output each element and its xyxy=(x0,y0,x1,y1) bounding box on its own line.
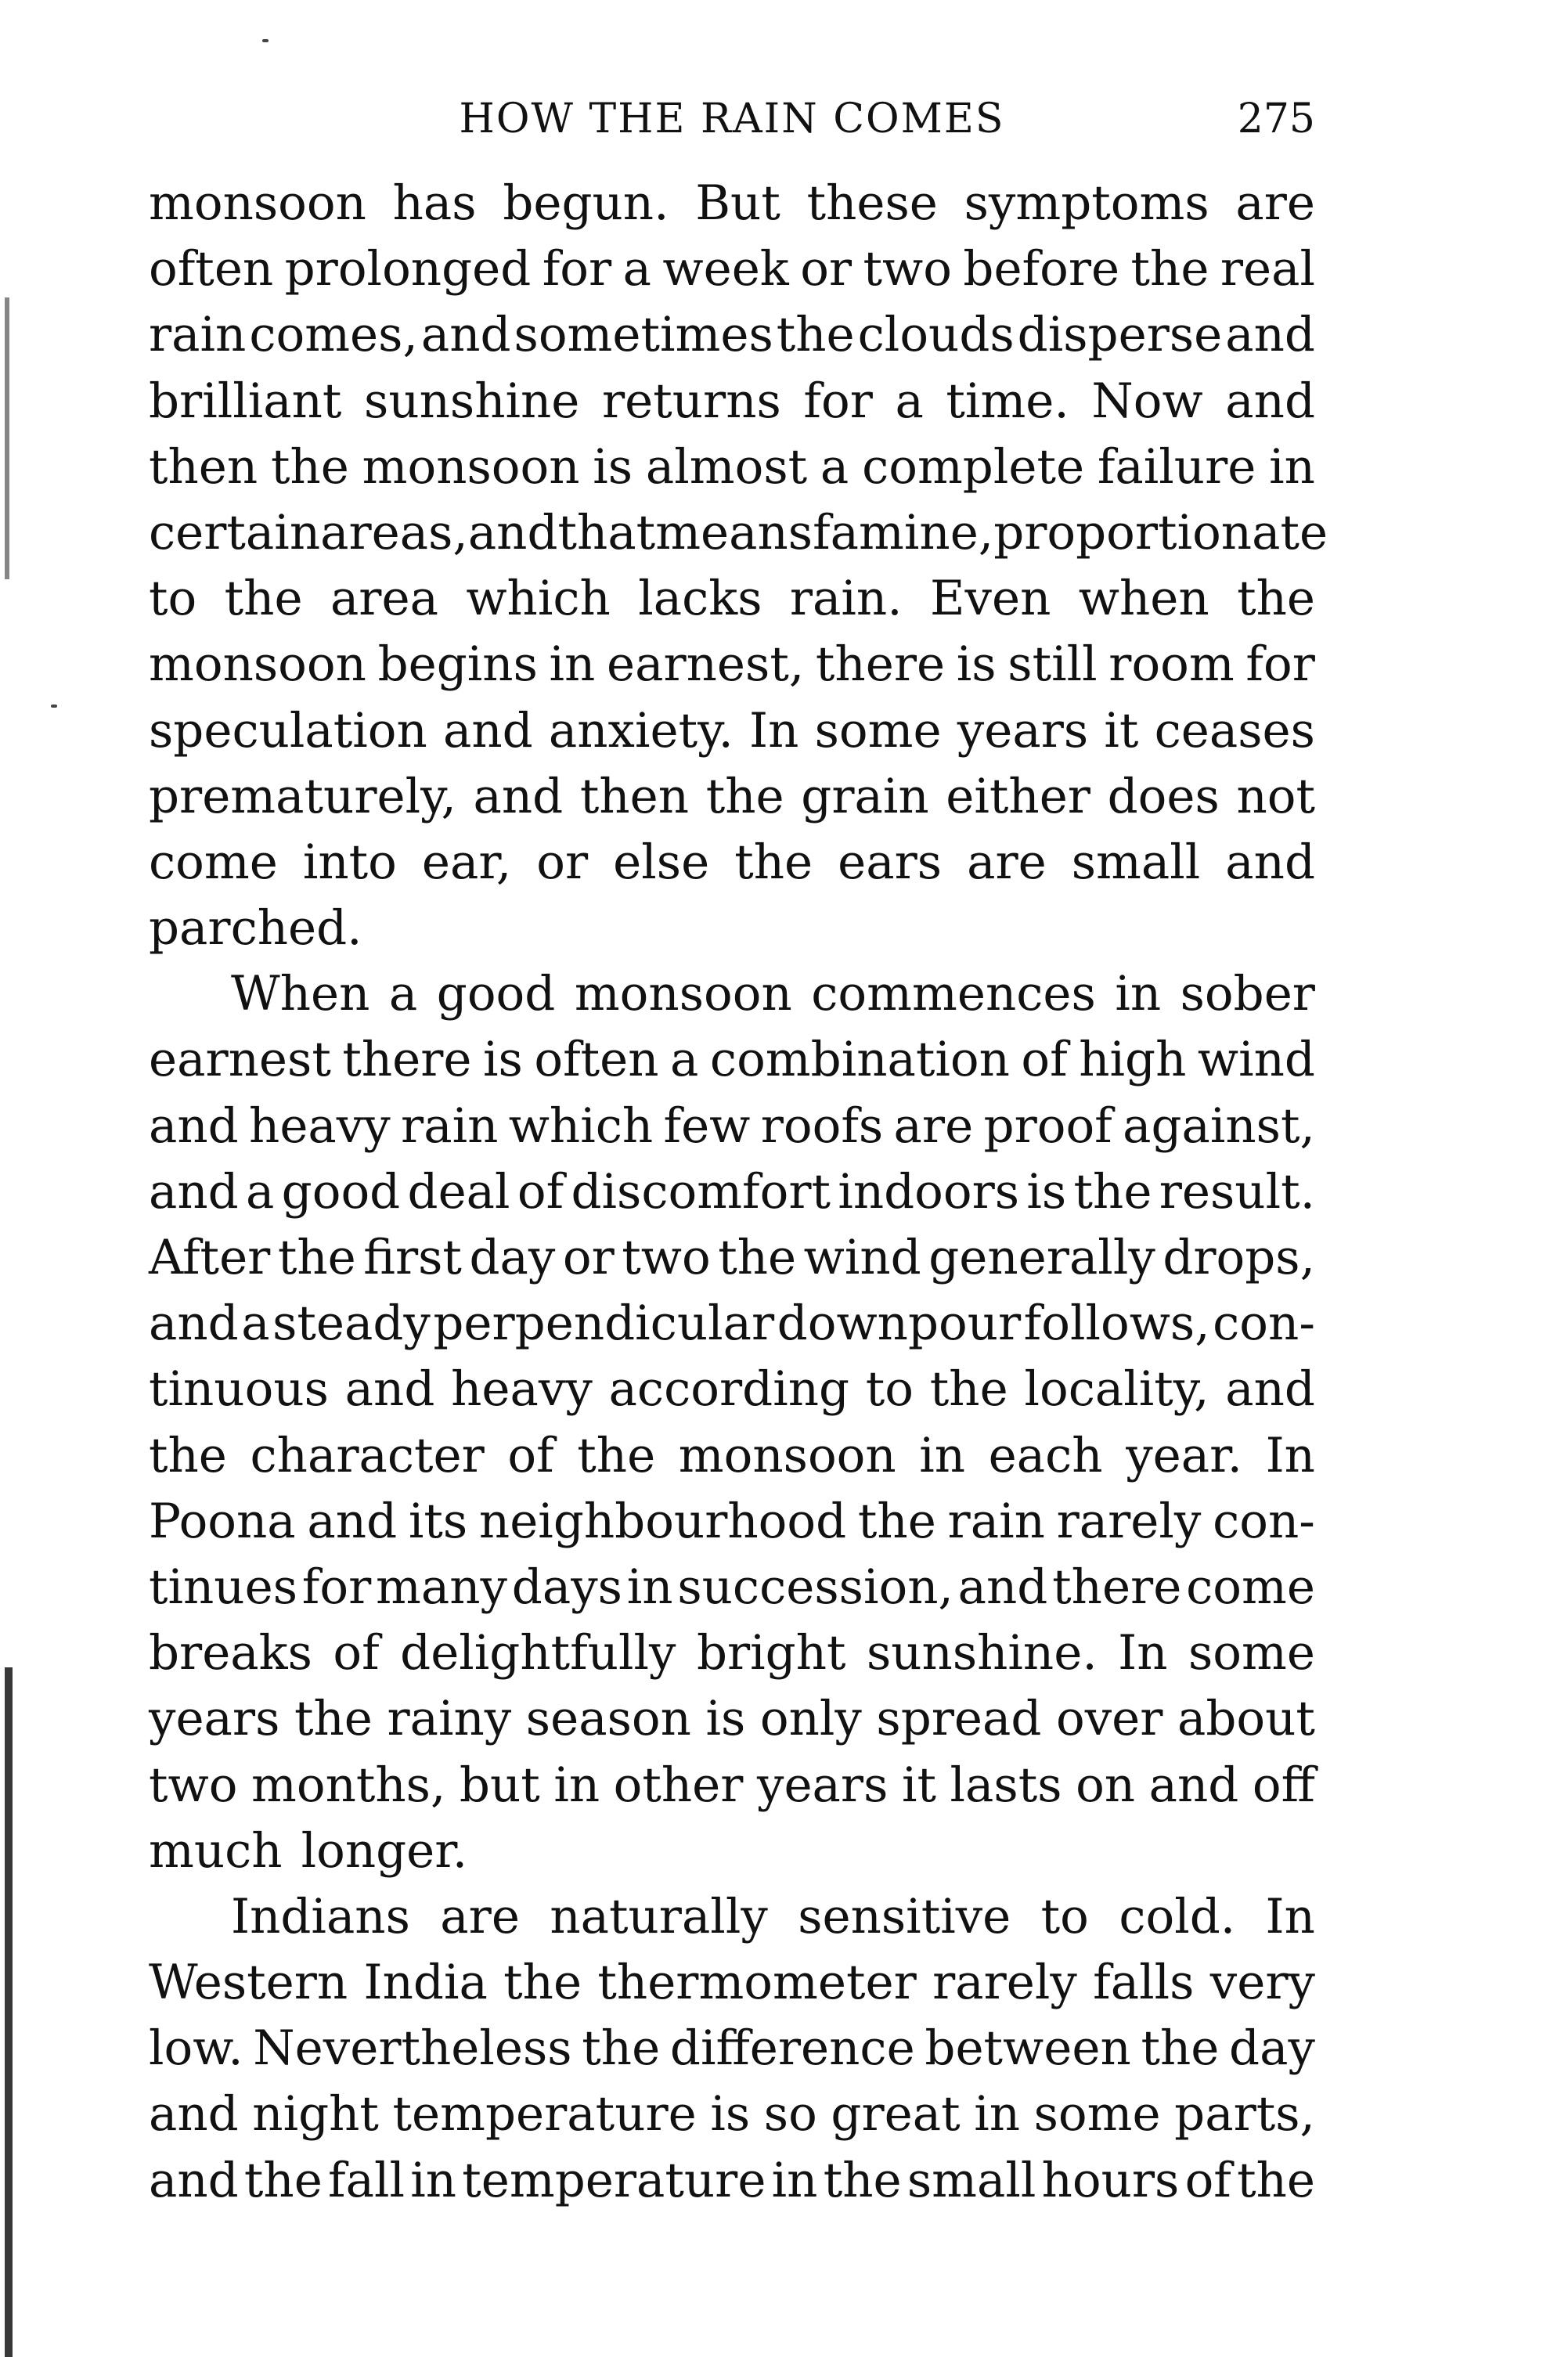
text-line: Indians are naturally sensitive to cold. In xyxy=(231,1888,1315,1944)
print-speck xyxy=(51,705,57,708)
text-line: rain comes, and sometimes the clouds disperse and xyxy=(149,307,1315,363)
text-line: speculation and anxiety. In some years it ceases xyxy=(149,702,1315,759)
text-line: brilliant sunshine returns for a time. Now and xyxy=(149,373,1315,429)
text-line: and heavy rain which few roofs are proof against, xyxy=(149,1097,1315,1154)
text-line: parched. xyxy=(149,900,362,957)
text-line: and a good deal of discomfort indoors is the result. xyxy=(149,1163,1315,1220)
binding-edge-shadow xyxy=(0,0,47,2357)
text-line: tinuous and heavy according to the locality, and xyxy=(149,1361,1315,1418)
text-line: breaks of delightfully bright sunshine. In some xyxy=(149,1625,1315,1681)
text-line: then the monsoon is almost a complete failure in xyxy=(149,438,1315,495)
text-line: to the area which lacks rain. Even when the xyxy=(149,571,1315,627)
page-number: 275 xyxy=(1237,96,1315,142)
text-line: earnest there is often a combination of high wind xyxy=(149,1032,1315,1088)
text-line: After the first day or two the wind generally drops, xyxy=(149,1230,1315,1285)
text-line: two months, but in other years it lasts on and off xyxy=(149,1757,1315,1813)
text-line: and the fall in temperature in the small hours of the xyxy=(149,2152,1315,2208)
text-line: Poona and its neighbourhood the rain rarely con- xyxy=(149,1493,1315,1549)
text-line: monsoon has begun. But these symptoms are xyxy=(149,175,1315,231)
text-line: low. Nevertheless the difference between the day xyxy=(149,2020,1315,2077)
text-line: come into ear, or else the ears are small and xyxy=(149,834,1315,890)
text-line: tinues for many days in succession, and there come xyxy=(149,1559,1315,1615)
paragraph xyxy=(149,961,1315,1884)
text-line: monsoon begins in earnest, there is still room for xyxy=(149,636,1315,693)
text-line: certain areas, and that means famine, proportionate xyxy=(149,504,1328,560)
text-line: Western India the thermometer rarely falls very xyxy=(149,1955,1315,2011)
running-title: HOW THE RAIN COMES xyxy=(459,96,1005,142)
text-line: the character of the monsoon in each year. In xyxy=(149,1427,1315,1483)
text-line: and night temperature is so great in some parts, xyxy=(149,2086,1315,2143)
paragraph xyxy=(149,1884,1315,2214)
running-head xyxy=(149,88,1315,150)
text-line: years the rainy season is only spread over about xyxy=(149,1691,1315,1747)
text-line: much longer. xyxy=(149,1822,468,1879)
print-speck xyxy=(262,39,269,42)
text-line: often prolonged for a week or two before the real xyxy=(149,241,1315,297)
paragraph xyxy=(149,171,1328,961)
text-line: When a good monsoon commences in sober xyxy=(231,966,1315,1022)
text-line: prematurely, and then the grain either does not xyxy=(149,768,1315,824)
body-text xyxy=(149,171,1328,2214)
text-line: and a steady perpendicular downpour follows, con- xyxy=(149,1296,1315,1352)
